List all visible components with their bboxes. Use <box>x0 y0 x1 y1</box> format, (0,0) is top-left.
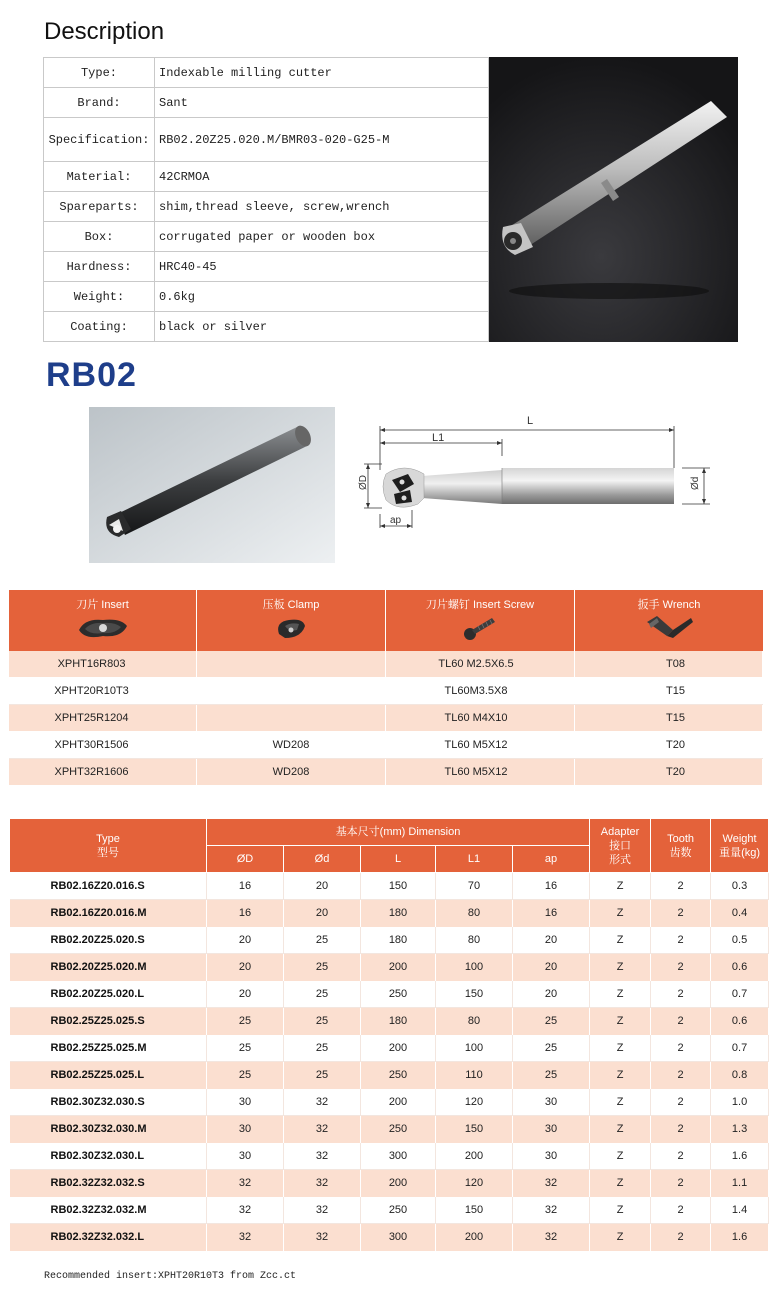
model-title: RB02 <box>46 356 137 394</box>
length1-cell: 200 <box>436 1224 513 1251</box>
shank-diameter-cell: 25 <box>284 1062 361 1089</box>
description-label: Specification: <box>44 118 155 162</box>
sub-header-d: Ød <box>284 846 361 873</box>
dimension-row <box>10 1170 769 1197</box>
adapter-cell: Z <box>590 1008 651 1035</box>
length-cell: 250 <box>361 1197 436 1224</box>
type-cell: RB02.16Z20.016.M <box>10 900 207 927</box>
insert-cell: XPHT16R803 <box>9 651 197 677</box>
outer-diameter-cell: 16 <box>207 873 284 900</box>
type-header-cn: 型号 <box>97 846 119 859</box>
shank-diameter-cell: 25 <box>284 927 361 954</box>
length1-cell: 100 <box>436 954 513 981</box>
screw-icon <box>460 614 500 642</box>
length-cell: 200 <box>361 1089 436 1116</box>
wrench-cell: T15 <box>575 705 763 731</box>
length-cell: 180 <box>361 927 436 954</box>
clamp-cell <box>197 678 386 704</box>
accessories-header-cell <box>197 590 386 651</box>
weight-cell: 0.4 <box>711 900 769 927</box>
adapter-header <box>590 819 651 873</box>
weight-cell: 0.7 <box>711 1035 769 1062</box>
screw-cell: TL60M3.5X8 <box>386 678 575 704</box>
ap-cell: 25 <box>513 1062 590 1089</box>
adapter-cell: Z <box>590 900 651 927</box>
shank-diameter-cell: 20 <box>284 900 361 927</box>
length1-cell: 100 <box>436 1035 513 1062</box>
accessories-header-cell <box>575 590 763 651</box>
weight-cell: 0.5 <box>711 927 769 954</box>
description-label: Type: <box>44 58 155 88</box>
wrench-icon <box>643 614 695 644</box>
weight-cell: 1.6 <box>711 1224 769 1251</box>
description-value: 42CRMOA <box>155 162 489 192</box>
technical-drawing <box>352 410 722 538</box>
insert-cell: XPHT30R1506 <box>9 732 197 758</box>
type-header <box>10 819 207 873</box>
clamp-cell: WD208 <box>197 759 386 785</box>
description-row <box>44 312 489 342</box>
length1-cell: 150 <box>436 1116 513 1143</box>
length-cell: 200 <box>361 1170 436 1197</box>
dimension-row <box>10 1116 769 1143</box>
cutter-render <box>89 407 335 563</box>
wrench-cell: T20 <box>575 732 763 758</box>
type-header-en: Type <box>96 832 120 845</box>
description-heading: Description <box>44 18 165 45</box>
tooth-cell: 2 <box>651 1008 711 1035</box>
weight-cell: 0.6 <box>711 954 769 981</box>
adapter-cell: Z <box>590 954 651 981</box>
drawing-label-L: L <box>527 415 534 427</box>
outer-diameter-cell: 16 <box>207 900 284 927</box>
tooth-cell: 2 <box>651 1116 711 1143</box>
adapter-cell: Z <box>590 1116 651 1143</box>
ap-cell: 25 <box>513 1008 590 1035</box>
length-cell: 200 <box>361 954 436 981</box>
ap-cell: 20 <box>513 981 590 1008</box>
weight-cell: 1.6 <box>711 1143 769 1170</box>
adapter-header-cn2: 形式 <box>609 853 632 866</box>
shank-diameter-cell: 25 <box>284 954 361 981</box>
description-label: Brand: <box>44 88 155 118</box>
tooth-header-en: Tooth <box>667 832 695 845</box>
cutter-render-icon <box>89 407 335 563</box>
type-cell: RB02.16Z20.016.S <box>10 873 207 900</box>
ap-cell: 20 <box>513 927 590 954</box>
shank-diameter-cell: 32 <box>284 1116 361 1143</box>
drawing-label-L1: L1 <box>432 432 445 444</box>
shank-diameter-cell: 32 <box>284 1089 361 1116</box>
type-cell: RB02.20Z25.020.M <box>10 954 207 981</box>
accessories-row <box>9 732 763 759</box>
drawing-label-ap: ap <box>390 515 402 526</box>
description-label: Spareparts: <box>44 192 155 222</box>
ap-cell: 30 <box>513 1116 590 1143</box>
description-value: shim,thread sleeve, screw,wrench <box>155 192 489 222</box>
dimension-row <box>10 981 769 1008</box>
wrench-cell: T15 <box>575 678 763 704</box>
description-value: black or silver <box>155 312 489 342</box>
outer-diameter-cell: 32 <box>207 1170 284 1197</box>
adapter-cell: Z <box>590 1143 651 1170</box>
tooth-cell: 2 <box>651 954 711 981</box>
length1-cell: 150 <box>436 981 513 1008</box>
outer-diameter-cell: 25 <box>207 1062 284 1089</box>
outer-diameter-cell: 20 <box>207 981 284 1008</box>
ap-cell: 32 <box>513 1224 590 1251</box>
shank-diameter-cell: 32 <box>284 1197 361 1224</box>
description-label: Box: <box>44 222 155 252</box>
weight-header-cn: 重量(kg) <box>719 846 761 859</box>
tooth-header-cn: 齿数 <box>669 846 692 859</box>
length-cell: 250 <box>361 981 436 1008</box>
ap-cell: 30 <box>513 1089 590 1116</box>
shank-diameter-cell: 32 <box>284 1224 361 1251</box>
weight-cell: 0.8 <box>711 1062 769 1089</box>
dimension-group-header: 基本尺寸(mm) Dimension <box>207 819 590 846</box>
clamp-cell <box>197 705 386 731</box>
type-cell: RB02.30Z32.030.M <box>10 1116 207 1143</box>
length-cell: 150 <box>361 873 436 900</box>
tooth-cell: 2 <box>651 981 711 1008</box>
description-label: Coating: <box>44 312 155 342</box>
length-cell: 300 <box>361 1224 436 1251</box>
description-row <box>44 118 489 162</box>
outer-diameter-cell: 32 <box>207 1224 284 1251</box>
clamp-cell: WD208 <box>197 732 386 758</box>
clamp-cell <box>197 651 386 677</box>
length1-cell: 80 <box>436 1008 513 1035</box>
shank-diameter-cell: 32 <box>284 1143 361 1170</box>
accessories-row <box>9 705 763 732</box>
clamp-icon <box>271 614 311 642</box>
description-row <box>44 252 489 282</box>
description-value: 0.6kg <box>155 282 489 312</box>
adapter-cell: Z <box>590 1035 651 1062</box>
tooth-cell: 2 <box>651 900 711 927</box>
type-cell: RB02.20Z25.020.S <box>10 927 207 954</box>
type-cell: RB02.30Z32.030.S <box>10 1089 207 1116</box>
insert-cell: XPHT20R10T3 <box>9 678 197 704</box>
dimension-row <box>10 1062 769 1089</box>
description-label: Weight: <box>44 282 155 312</box>
outer-diameter-cell: 25 <box>207 1035 284 1062</box>
type-cell: RB02.25Z25.025.M <box>10 1035 207 1062</box>
adapter-cell: Z <box>590 1170 651 1197</box>
dimension-row <box>10 1035 769 1062</box>
screw-cell: TL60 M4X10 <box>386 705 575 731</box>
adapter-cell: Z <box>590 927 651 954</box>
header-insert: 刀片 Insert <box>76 599 129 611</box>
length1-cell: 200 <box>436 1143 513 1170</box>
tooth-cell: 2 <box>651 1089 711 1116</box>
type-cell: RB02.30Z32.030.L <box>10 1143 207 1170</box>
tooth-cell: 2 <box>651 873 711 900</box>
weight-cell: 0.6 <box>711 1008 769 1035</box>
description-label: Material: <box>44 162 155 192</box>
description-table <box>43 57 489 342</box>
ap-cell: 32 <box>513 1197 590 1224</box>
dimension-row <box>10 1143 769 1170</box>
screw-cell: TL60 M5X12 <box>386 759 575 785</box>
dimension-row <box>10 1008 769 1035</box>
adapter-cell: Z <box>590 1089 651 1116</box>
drawing-label-D: ØD <box>358 475 369 490</box>
outer-diameter-cell: 30 <box>207 1116 284 1143</box>
adapter-cell: Z <box>590 1062 651 1089</box>
product-photo <box>489 57 738 342</box>
dimension-row <box>10 900 769 927</box>
weight-cell: 1.0 <box>711 1089 769 1116</box>
ap-cell: 32 <box>513 1170 590 1197</box>
sub-header-L: L <box>361 846 436 873</box>
weight-cell: 1.1 <box>711 1170 769 1197</box>
tooth-cell: 2 <box>651 1062 711 1089</box>
outer-diameter-cell: 32 <box>207 1197 284 1224</box>
sub-header-ap: ap <box>513 846 590 873</box>
sub-header-L1: L1 <box>436 846 513 873</box>
accessories-header <box>9 590 763 651</box>
dimension-row <box>10 927 769 954</box>
length1-cell: 120 <box>436 1170 513 1197</box>
type-cell: RB02.32Z32.032.S <box>10 1170 207 1197</box>
ap-cell: 25 <box>513 1035 590 1062</box>
length1-cell: 150 <box>436 1197 513 1224</box>
dimension-row <box>10 954 769 981</box>
outer-diameter-cell: 20 <box>207 927 284 954</box>
ap-cell: 30 <box>513 1143 590 1170</box>
tooth-cell: 2 <box>651 1143 711 1170</box>
accessories-header-cell <box>386 590 575 651</box>
milling-cutter-photo-icon <box>489 57 738 342</box>
wrench-cell: T08 <box>575 651 763 677</box>
description-row <box>44 162 489 192</box>
wrench-cell: T20 <box>575 759 763 785</box>
shank-diameter-cell: 25 <box>284 1035 361 1062</box>
length-cell: 180 <box>361 900 436 927</box>
dimension-row <box>10 1089 769 1116</box>
description-row <box>44 58 489 88</box>
type-cell: RB02.32Z32.032.M <box>10 1197 207 1224</box>
weight-header-en: Weight <box>722 832 757 845</box>
tooth-header <box>651 819 711 873</box>
accessories-row <box>9 678 763 705</box>
type-cell: RB02.32Z32.032.L <box>10 1224 207 1251</box>
footer-note: Recommended insert:XPHT20R10T3 from Zcc.ct <box>44 1271 297 1282</box>
description-value: RB02.20Z25.020.M/BMR03-020-G25-M <box>155 118 489 162</box>
dimension-row <box>10 1197 769 1224</box>
description-value: Indexable milling cutter <box>155 58 489 88</box>
ap-cell: 20 <box>513 954 590 981</box>
dimension-table-body <box>10 873 769 1251</box>
dimension-table <box>9 818 769 1251</box>
length1-cell: 110 <box>436 1062 513 1089</box>
screw-cell: TL60 M2.5X6.5 <box>386 651 575 677</box>
insert-icon <box>75 614 131 642</box>
type-cell: RB02.25Z25.025.S <box>10 1008 207 1035</box>
adapter-cell: Z <box>590 1224 651 1251</box>
length-cell: 250 <box>361 1062 436 1089</box>
weight-cell: 1.3 <box>711 1116 769 1143</box>
length1-cell: 80 <box>436 927 513 954</box>
adapter-cell: Z <box>590 1197 651 1224</box>
weight-header <box>711 819 769 873</box>
length1-cell: 120 <box>436 1089 513 1116</box>
length-cell: 200 <box>361 1035 436 1062</box>
tooth-cell: 2 <box>651 1035 711 1062</box>
description-value: corrugated paper or wooden box <box>155 222 489 252</box>
type-cell: RB02.25Z25.025.L <box>10 1062 207 1089</box>
drawing-label-d: Ød <box>690 476 701 490</box>
screw-cell: TL60 M5X12 <box>386 732 575 758</box>
shank-diameter-cell: 20 <box>284 873 361 900</box>
shank-diameter-cell: 25 <box>284 981 361 1008</box>
header-insert-screw: 刀片螺钉 Insert Screw <box>425 599 535 611</box>
weight-cell: 1.4 <box>711 1197 769 1224</box>
description-row <box>44 282 489 312</box>
header-clamp: 压板 Clamp <box>262 599 320 611</box>
length-cell: 250 <box>361 1116 436 1143</box>
shank-diameter-cell: 32 <box>284 1170 361 1197</box>
insert-cell: XPHT32R1606 <box>9 759 197 785</box>
outer-diameter-cell: 30 <box>207 1089 284 1116</box>
accessories-row <box>9 759 763 786</box>
accessories-table <box>9 590 763 786</box>
outer-diameter-cell: 25 <box>207 1008 284 1035</box>
adapter-cell: Z <box>590 981 651 1008</box>
sub-header-D: ØD <box>207 846 284 873</box>
dimension-drawing-icon <box>352 410 722 538</box>
tooth-cell: 2 <box>651 927 711 954</box>
description-row <box>44 222 489 252</box>
length-cell: 180 <box>361 1008 436 1035</box>
outer-diameter-cell: 30 <box>207 1143 284 1170</box>
length1-cell: 70 <box>436 873 513 900</box>
accessories-row <box>9 651 763 678</box>
ap-cell: 16 <box>513 900 590 927</box>
type-cell: RB02.20Z25.020.L <box>10 981 207 1008</box>
adapter-cell: Z <box>590 873 651 900</box>
dimension-row <box>10 873 769 900</box>
dimension-row <box>10 1224 769 1251</box>
weight-cell: 0.7 <box>711 981 769 1008</box>
length1-cell: 80 <box>436 900 513 927</box>
adapter-header-cn1: 接口 <box>609 839 632 852</box>
description-label: Hardness: <box>44 252 155 282</box>
outer-diameter-cell: 20 <box>207 954 284 981</box>
accessories-header-cell <box>9 590 197 651</box>
shank-diameter-cell: 25 <box>284 1008 361 1035</box>
description-value: HRC40-45 <box>155 252 489 282</box>
description-value: Sant <box>155 88 489 118</box>
adapter-header-en: Adapter <box>600 825 640 838</box>
tooth-cell: 2 <box>651 1197 711 1224</box>
ap-cell: 16 <box>513 873 590 900</box>
insert-cell: XPHT25R1204 <box>9 705 197 731</box>
tooth-cell: 2 <box>651 1224 711 1251</box>
description-row <box>44 88 489 118</box>
header-wrench: 扳手 Wrench <box>637 599 701 611</box>
description-row <box>44 192 489 222</box>
tooth-cell: 2 <box>651 1170 711 1197</box>
weight-cell: 0.3 <box>711 873 769 900</box>
length-cell: 300 <box>361 1143 436 1170</box>
